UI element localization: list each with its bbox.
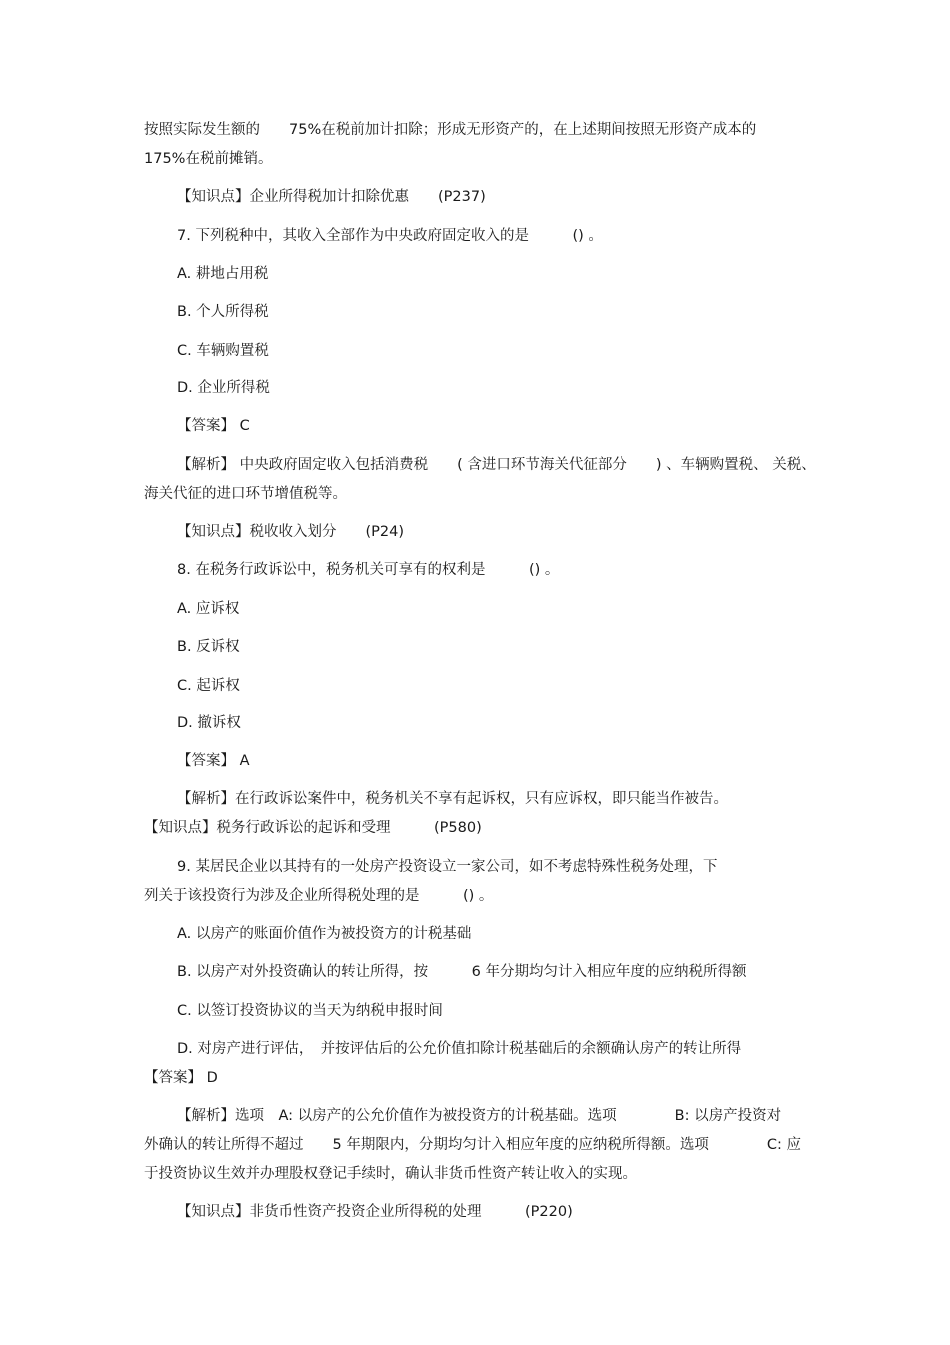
option-a: A. 以房产的账面价值作为被投资方的计税基础 bbox=[177, 926, 472, 942]
text-line: 按照实际发生额的 75%在税前加计扣除；形成无形资产的，在上述期间按照无形资产成本的 bbox=[144, 122, 757, 138]
explanation: 海关代征的进口环节增值税等。 bbox=[144, 486, 347, 502]
option-b: B. 个人所得税 bbox=[177, 304, 269, 320]
answer: 【答案】 C bbox=[177, 418, 250, 434]
option-c: C. 车辆购置税 bbox=[177, 343, 269, 359]
answer: 【答案】 D bbox=[144, 1070, 218, 1086]
answer: 【答案】 A bbox=[177, 753, 250, 769]
text-line: 175%在税前摊销。 bbox=[144, 151, 273, 167]
option-a: A. 耕地占用税 bbox=[177, 266, 269, 282]
option-c: C. 以签订投资协议的当天为纳税申报时间 bbox=[177, 1003, 443, 1019]
option-c: C. 起诉权 bbox=[177, 678, 240, 694]
question-9: 列关于该投资行为涉及企业所得税处理的是 () 。 bbox=[144, 888, 494, 904]
knowledge-point: 【知识点】税收收入划分 (P24) bbox=[177, 524, 405, 540]
explanation: 【解析】 中央政府固定收入包括消费税 ( 含进口环节海关代征部分 ) 、车辆购置税、 关税、 bbox=[177, 457, 816, 473]
option-a: A. 应诉权 bbox=[177, 601, 240, 617]
option-b: B. 反诉权 bbox=[177, 639, 240, 655]
question-9: 9. 某居民企业以其持有的一处房产投资设立一家公司，如不考虑特殊性税务处理，下 bbox=[177, 859, 718, 875]
question-8: 8. 在税务行政诉讼中，税务机关可享有的权利是 () 。 bbox=[177, 562, 560, 578]
option-d: D. 企业所得税 bbox=[177, 380, 270, 396]
knowledge-point: 【知识点】企业所得税加计扣除优惠 (P237) bbox=[177, 189, 486, 205]
knowledge-point: 【知识点】税务行政诉讼的起诉和受理 (P580) bbox=[144, 820, 482, 836]
explanation: 【解析】选项 A: 以房产的公允价值作为被投资方的计税基础。选项 B: 以房产投资对 bbox=[177, 1108, 782, 1124]
question-7: 7. 下列税种中，其收入全部作为中央政府固定收入的是 () 。 bbox=[177, 228, 603, 244]
explanation: 【解析】在行政诉讼案件中，税务机关不享有起诉权，只有应诉权，即只能当作被告。 bbox=[177, 791, 728, 807]
option-d: D. 撤诉权 bbox=[177, 715, 241, 731]
explanation: 于投资协议生效并办理股权登记手续时，确认非货币性资产转让收入的实现。 bbox=[144, 1166, 637, 1182]
explanation: 外确认的转让所得不超过 5 年期限内，分期均匀计入相应年度的应纳税所得额。选项 C: 应 bbox=[144, 1137, 801, 1153]
knowledge-point: 【知识点】非货币性资产投资企业所得税的处理 (P220) bbox=[177, 1204, 573, 1220]
option-b: B. 以房产对外投资确认的转让所得，按 6 年分期均匀计入相应年度的应纳税所得额 bbox=[177, 964, 747, 980]
option-d: D. 对房产进行评估， 并按评估后的公允价值扣除计税基础后的余额确认房产的转让所得 bbox=[177, 1041, 742, 1057]
